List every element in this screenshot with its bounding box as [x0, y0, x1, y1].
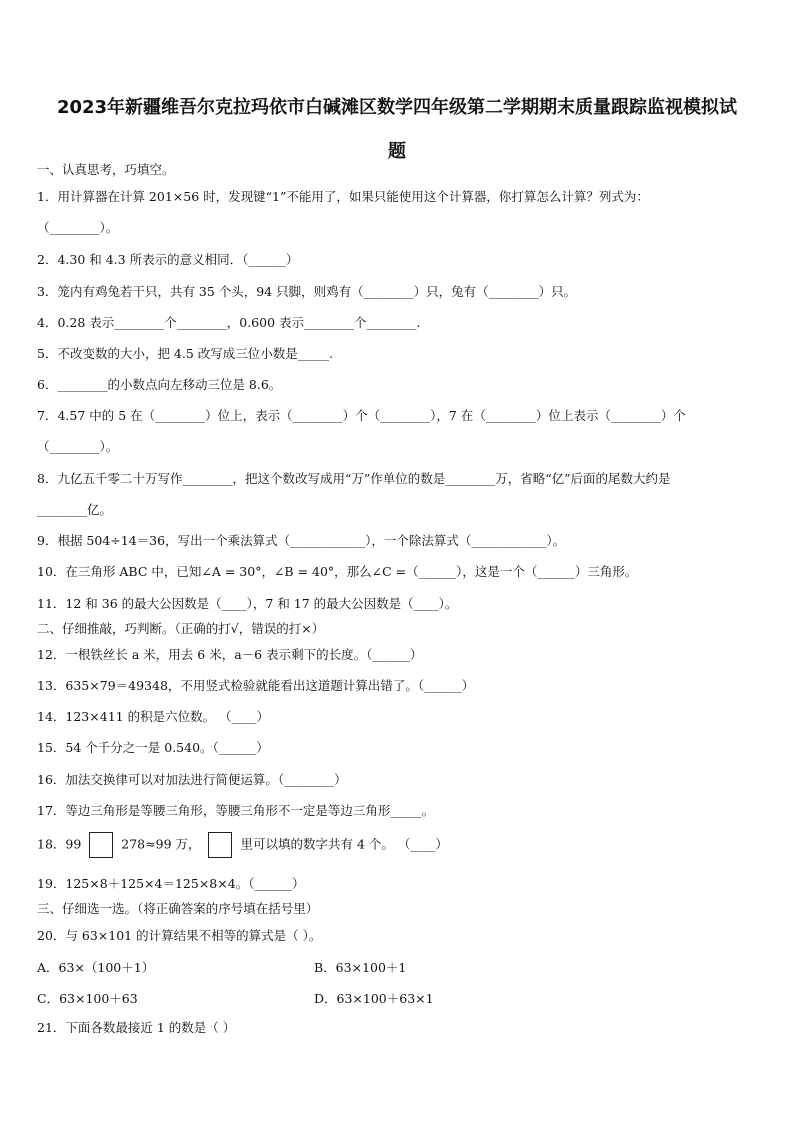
question-12: 12．一根铁丝长 a 米，用去 6 米，a－6 表示剩下的长度。（______）: [37, 647, 423, 662]
question-1-line-1: 1．用计算器在计算 201×56 时，发现键“1”不能用了，如果只能使用这个计算器，你打算怎么计算？列式为：: [37, 189, 649, 204]
blank-box-1[interactable]: [89, 832, 113, 858]
question-7-line-2: （________）。: [37, 439, 119, 454]
question-20-option-d: D．63×100＋63×1: [314, 991, 434, 1006]
question-18-suffix: 里可以填的数字共有 4 个。 （____）: [240, 836, 448, 852]
section-2-heading: 二、仔细推敲，巧判断。（正确的打√，错误的打×）: [37, 621, 325, 636]
question-19: 19．125×8＋125×4＝125×8×4。（______）: [37, 876, 305, 891]
question-8-line-2: ________亿。: [37, 502, 113, 517]
question-20-option-a: A．63×（100＋1）: [37, 960, 155, 975]
question-20-option-c: C．63×100＋63: [37, 991, 138, 1006]
question-18-middle: 278≈99 万，: [121, 836, 201, 852]
question-3: 3．笼内有鸡兔若干只，共有 35 个头，94 只脚，则鸡有（________）只，兔有（________）只。: [37, 284, 577, 299]
question-1-line-2: （________）。: [37, 220, 119, 235]
title-line-1: 2023年新疆维吾尔克拉玛依市白碱滩区数学四年级第二学期期末质量跟踪监视模拟试: [56, 97, 738, 118]
blank-box-2[interactable]: [208, 832, 232, 858]
question-8-line-1: 8．九亿五千零二十万写作________，把这个数改写成用“万”作单位的数是________万，省略“亿”后面的尾数大约是: [37, 471, 671, 486]
question-4: 4．0.28 表示________个________，0.600 表示________个________.: [37, 315, 421, 330]
question-21: 21．下面各数最接近 1 的数是（ ）: [37, 1020, 236, 1035]
title-line-2: 题: [388, 141, 406, 162]
question-6: 6．________的小数点向左移动三位是 8.6。: [37, 377, 282, 392]
question-18-prefix: 18．99: [37, 836, 82, 852]
question-5: 5．不改变数的大小，把 4.5 改写成三位小数是_____.: [37, 346, 334, 361]
question-9: 9．根据 504÷14＝36，写出一个乘法算式（____________），一个除法算式（____________）。: [37, 533, 566, 548]
question-16: 16．加法交换律可以对加法进行简便运算。（________）: [37, 772, 347, 787]
question-20-option-b: B．63×100＋1: [314, 960, 407, 975]
question-11: 11．12 和 36 的最大公因数是（____），7 和 17 的最大公因数是（____）。: [37, 596, 458, 611]
question-13: 13．635×79＝49348，不用竖式检验就能看出这道题计算出错了。（______）: [37, 678, 475, 693]
question-18: [37, 832, 448, 858]
question-2: 2．4.30 和 4.3 所表示的意义相同．（______）: [37, 252, 299, 267]
question-10: 10．在三角形 ABC 中，已知∠A = 30°，∠B = 40°，那么∠C =（______），这是一个（______）三角形。: [37, 564, 638, 579]
question-14: 14．123×411 的积是六位数。 （____）: [37, 709, 270, 724]
question-20: 20．与 63×101 的计算结果不相等的算式是（ ）。: [37, 928, 322, 943]
question-7-line-1: 7．4.57 中的 5 在（________）位上，表示（________）个（________），7 在（________）位上表示（________）个: [37, 408, 686, 423]
question-17: 17．等边三角形是等腰三角形，等腰三角形不一定是等边三角形_____。: [37, 803, 435, 818]
section-1-heading: 一、认真思考，巧填空。: [37, 162, 175, 177]
section-3-heading: 三、仔细选一选。（将正确答案的序号填在括号里）: [37, 901, 319, 916]
question-15: 15．54 个千分之一是 0.540。（______）: [37, 740, 269, 755]
